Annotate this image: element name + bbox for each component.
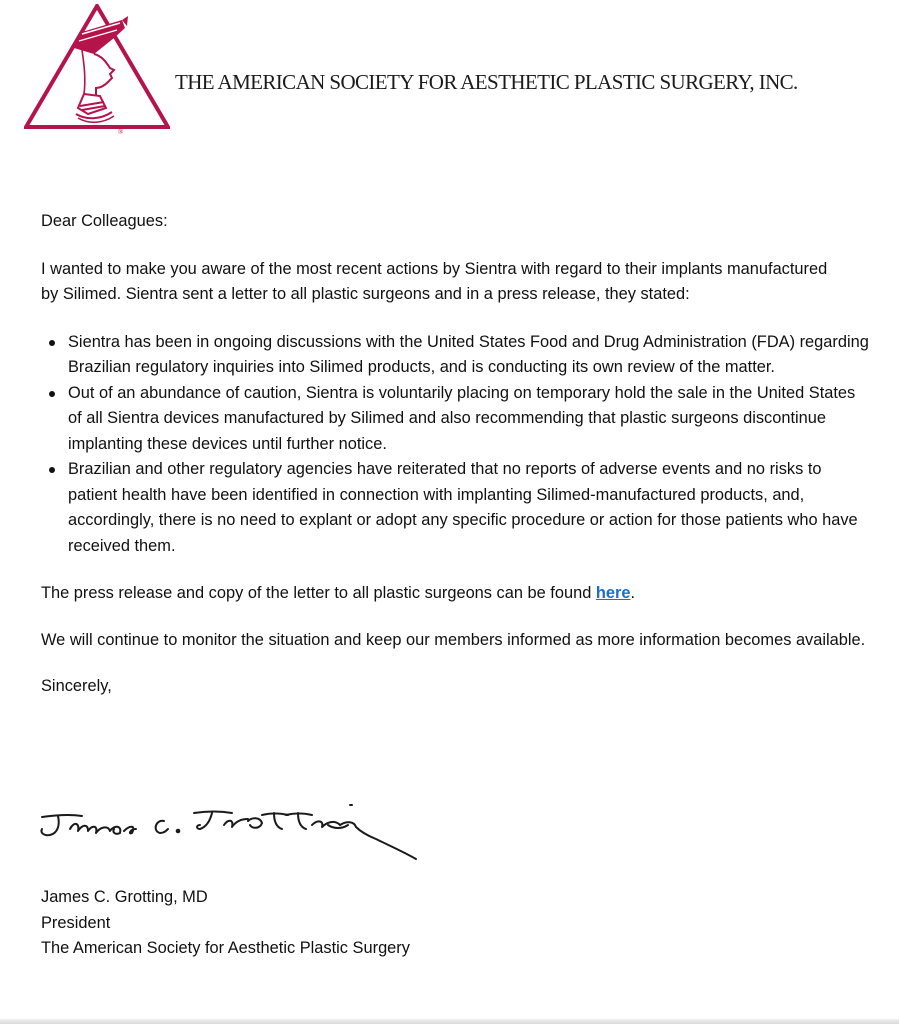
nefertiti-triangle-logo-icon: [24, 4, 170, 140]
signer-title: President: [41, 913, 111, 932]
press-release-link[interactable]: here: [595, 584, 631, 602]
signature-block: [41, 885, 410, 962]
letter-body: [41, 209, 871, 700]
closing: Sincerely,: [41, 677, 112, 695]
greeting: Dear Colleagues:: [41, 212, 168, 230]
letterhead: [0, 0, 899, 150]
statement-list: [41, 330, 871, 560]
press-release-text: The press release and copy of the letter to all plastic surgeons can be found: [41, 584, 596, 602]
registered-mark: ®: [118, 128, 124, 136]
bottom-edge: [0, 1019, 899, 1024]
signer-name: James C. Grotting, MD: [41, 888, 208, 906]
list-item: Brazilian and other regulatory agencies have reiterated that no reports of adverse events and no risks to patient health have been identified in connection with implanting Silimed-manufactured products, and, accordingly, there is no need to explant or adopt any specific procedure or action for those patients who have received them.: [41, 457, 871, 559]
organization-name: THE AMERICAN SOCIETY FOR AESTHETIC PLASTIC SURGERY, INC.: [175, 70, 798, 94]
list-item: Sientra has been in ongoing discussions with the United States Food and Drug Administration (FDA) regarding Brazilian regulatory inquiries into Silimed products, and is conducting its own review of the matter.: [41, 330, 871, 381]
handwritten-signature-icon: [36, 795, 476, 865]
signer-organization: The American Society for Aesthetic Plastic Surgery: [41, 939, 410, 957]
press-release-period: .: [630, 584, 636, 602]
monitor-paragraph: We will continue to monitor the situation and keep our members informed as more information becomes available.: [41, 630, 866, 649]
press-release-paragraph: [41, 581, 871, 607]
list-item: Out of an abundance of caution, Sientra is voluntarily placing on temporary hold the sale in the United States of all Sientra devices manufactured by Silimed and also recommending that plastic surgeons discontinue implanting these devices until further notice.: [41, 381, 871, 458]
intro-paragraph: I wanted to make you aware of the most recent actions by Sientra with regard to their implants manufactured by Silimed. Sientra sent a letter to all plastic surgeons and in a press release, they stated:: [41, 259, 828, 303]
